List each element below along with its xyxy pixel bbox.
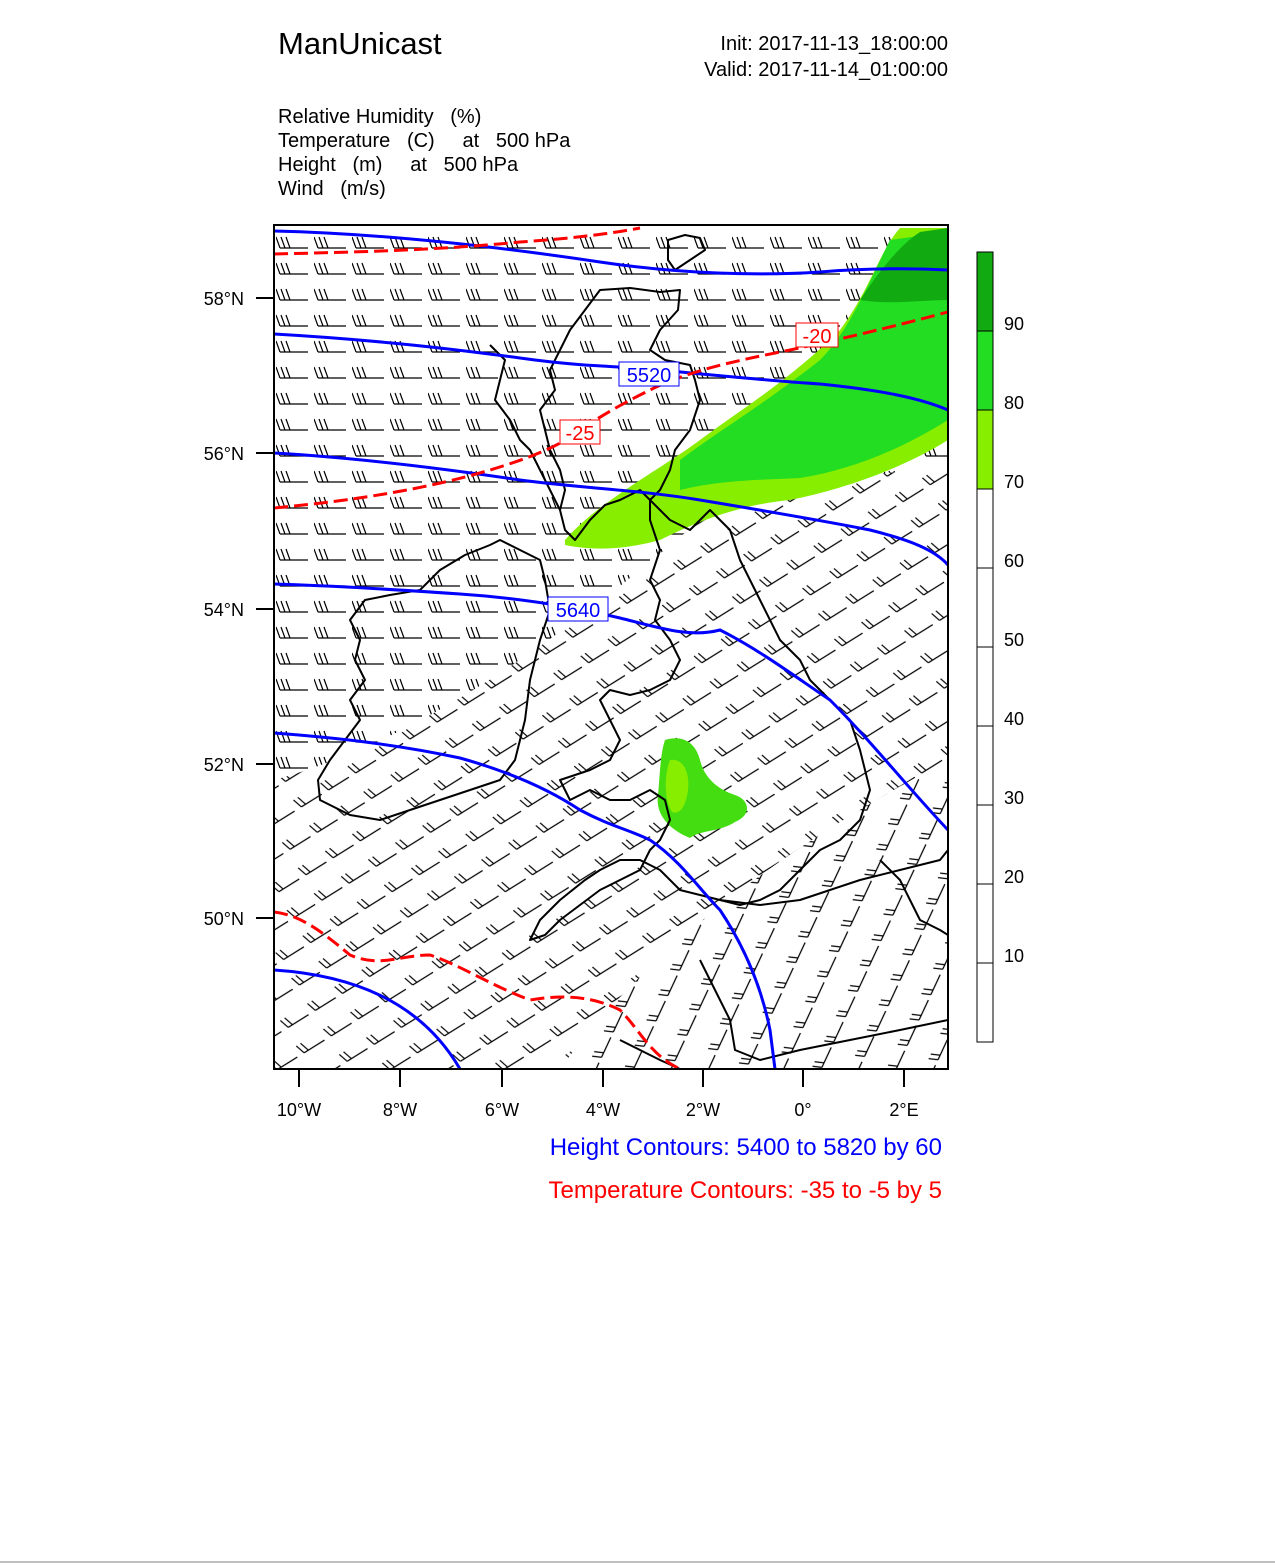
colorbar-label: 50 (1004, 630, 1025, 650)
lat-label: 50°N (203, 909, 244, 929)
temp-label-minus25: -25 (565, 423, 595, 445)
height-label-5520: 5520 (626, 365, 672, 387)
temperature-contour-legend: Temperature Contours: -35 to -5 by 5 (548, 1177, 942, 1204)
colorbar (977, 252, 1024, 1042)
colorbar-label: 90 (1004, 314, 1025, 334)
height-contour-legend: Height Contours: 5400 to 5820 by 60 (549, 1134, 942, 1161)
field-height: Height (m) at 500 hPa (278, 154, 519, 176)
init-time: Init: 2017-11-13_18:00:00 (720, 33, 948, 55)
colorbar-label: 20 (1004, 867, 1025, 887)
field-temperature: Temperature (C) at 500 hPa (278, 130, 571, 152)
map-title: ManUnicast (278, 26, 442, 61)
colorbar-label: 60 (1004, 551, 1025, 571)
colorbar-label: 40 (1004, 709, 1025, 729)
bottom-divider (0, 1561, 1275, 1563)
lat-label: 52°N (203, 755, 244, 775)
colorbar-label: 70 (1004, 472, 1025, 492)
lon-label: 8°W (382, 1100, 418, 1120)
colorbar-label: 80 (1004, 393, 1025, 413)
latitude-labels (204, 289, 244, 929)
field-rh: Relative Humidity (%) (278, 106, 482, 128)
lon-label: 0° (794, 1100, 812, 1120)
lat-label: 58°N (203, 289, 244, 309)
lat-label: 54°N (203, 600, 244, 620)
latitude-ticks (256, 298, 274, 918)
colorbar-label: 10 (1004, 946, 1025, 966)
temp-label-minus20: -20 (802, 326, 832, 348)
valid-time: Valid: 2017-11-14_01:00:00 (704, 59, 948, 81)
colorbar-label: 30 (1004, 788, 1025, 808)
longitude-labels (277, 1100, 919, 1120)
height-label-5640: 5640 (555, 600, 601, 622)
lon-label: 4°W (585, 1100, 621, 1120)
field-wind: Wind (m/s) (278, 178, 386, 200)
lon-label: 2°W (685, 1100, 721, 1120)
plot-area (274, 225, 948, 1069)
lon-label: 10°W (276, 1100, 322, 1120)
lat-label: 56°N (203, 444, 244, 464)
lon-label: 2°E (889, 1100, 919, 1120)
longitude-ticks (299, 1069, 904, 1087)
lon-label: 6°W (484, 1100, 520, 1120)
